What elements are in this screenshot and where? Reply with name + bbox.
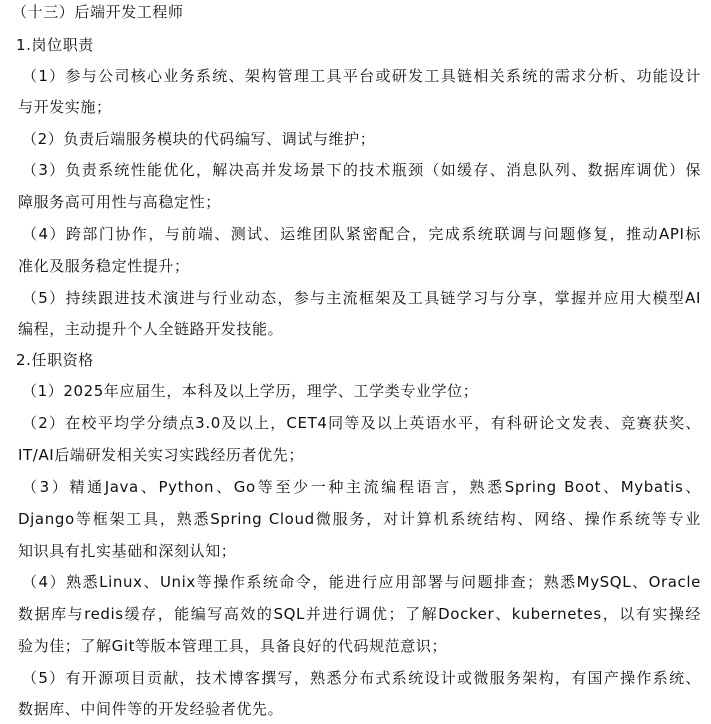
qual-item-4-line-3: 验为佳；了解Git等版本管理工具，具备良好的代码规范意识； [18, 637, 448, 655]
section-title: （十三）后端开发工程师 [12, 3, 184, 21]
duties-heading: 1.岗位职责 [16, 36, 94, 54]
qual-item-2-line-2: IT/AI后端研发相关实习实践经历者优先； [18, 446, 304, 464]
duty-item-1-line-1: （1）参与公司核心业务系统、架构管理工具平台或研发工具链相关系统的需求分析、功能设计 [22, 67, 701, 85]
qual-item-5-line-2: 数据库、中间件等的开发经验者优先。 [18, 700, 284, 718]
duty-item-3-line-2: 障服务高可用性与高稳定性； [18, 193, 221, 211]
duty-item-2-line-1: （2）负责后端服务模块的代码编写、调试与维护； [22, 130, 376, 148]
duty-item-3-line-1: （3）负责系统性能优化，解决高并发场景下的技术瓶颈（如缓存、消息队列、数据库调优）保 [22, 161, 701, 179]
qualifications-heading: 2.任职资格 [16, 351, 94, 369]
duty-item-4-line-2: 准化及服务稳定性提升； [18, 257, 190, 275]
duty-item-1-line-2: 与开发实施； [18, 98, 112, 116]
qual-item-3-line-3: 知识具有扎实基础和深刻认知； [18, 542, 237, 560]
qual-item-4-line-2: 数据库与redis缓存，能编写高效的SQL并进行调优；了解Docker、kubernetes，以有实操经 [18, 605, 701, 623]
qual-item-2-line-1: （2）在校平均学分绩点3.0及以上，CET4同等及以上英语水平，有科研论文发表、竞赛获奖、 [22, 414, 701, 432]
duty-item-4-line-1: （4）跨部门协作，与前端、测试、运维团队紧密配合，完成系统联调与问题修复，推动API标 [22, 225, 701, 243]
qual-item-4-line-1: （4）熟悉Linux、Unix等操作系统命令，能进行应用部署与问题排查；熟悉MySQL、Oracle [22, 573, 701, 591]
qual-item-3-line-2: Django等框架工具，熟悉Spring Cloud微服务，对计算机系统结构、网络、操作系统等专业 [18, 510, 701, 528]
qual-item-1-line-1: （1）2025年应届生，本科及以上学历，理学、工学类专业学位； [22, 382, 479, 400]
qual-item-3-line-1: （3）精通Java、Python、Go等至少一种主流编程语言，熟悉Spring Boot、Mybatis、 [22, 478, 701, 496]
qual-item-5-line-1: （5）有开源项目贡献，技术博客撰写，熟悉分布式系统设计或微服务架构，有国产操作系统、 [22, 669, 701, 687]
duty-item-5-line-1: （5）持续跟进技术演进与行业动态，参与主流框架及工具链学习与分享，掌握并应用大模型AI [22, 289, 701, 307]
duty-item-5-line-2: 编程，主动提升个人全链路开发技能。 [18, 320, 284, 338]
